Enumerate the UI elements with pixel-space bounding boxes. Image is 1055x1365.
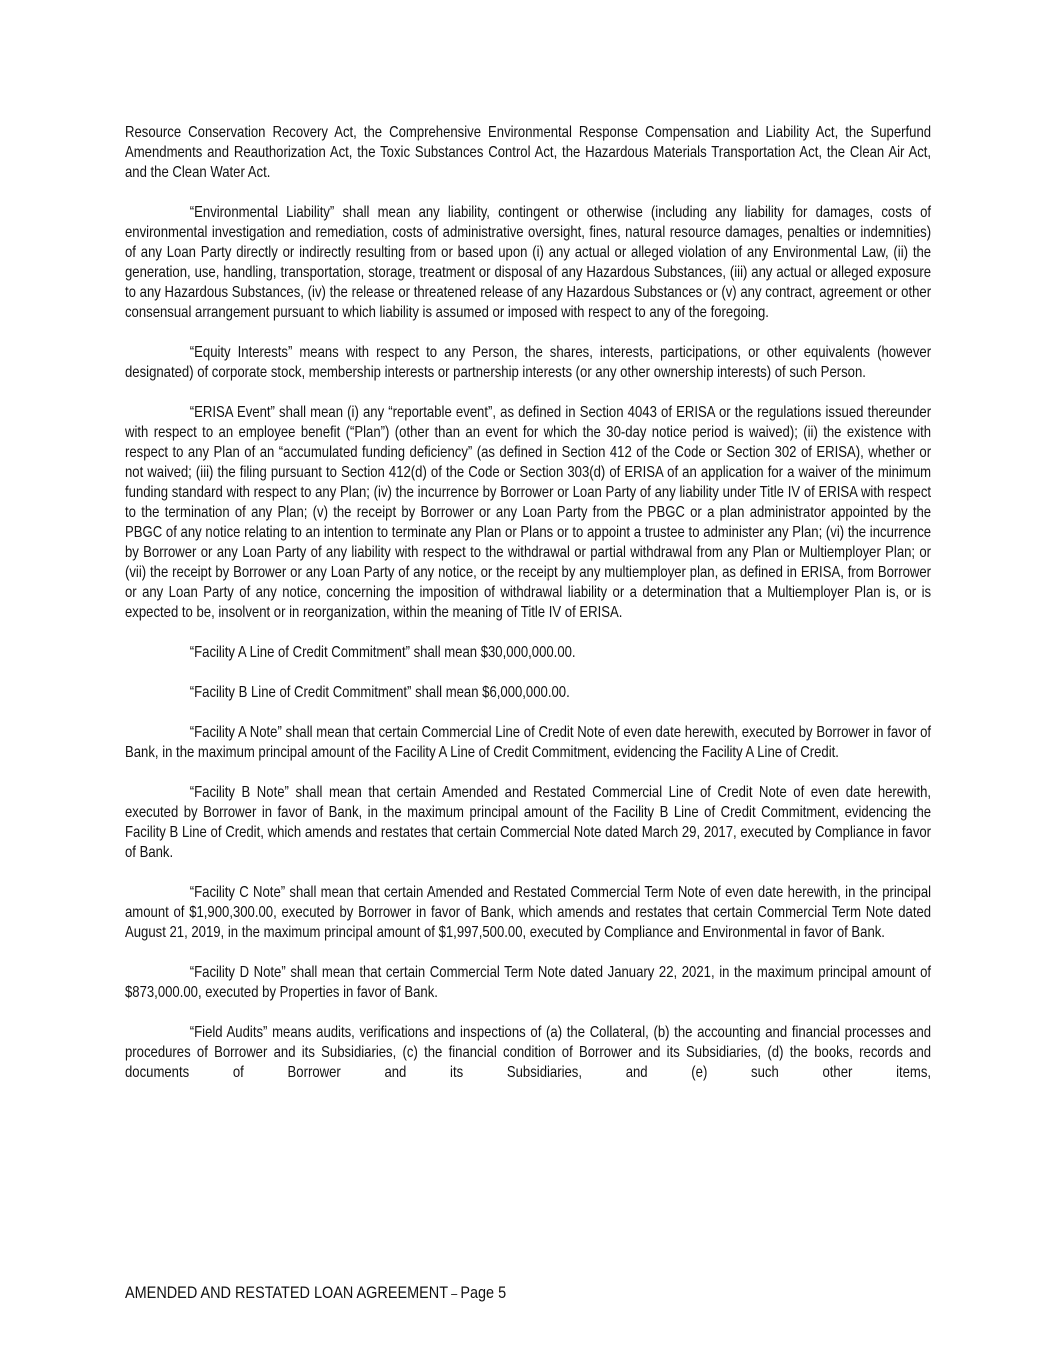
paragraph-text: Resource Conservation Recovery Act, the Comprehensive Environmental Response Compensation and Liability Act, the Superfund Amendments and Reauthorization Act, the Toxic Substances Control Act, the Hazardous Materials Transportation Act, the Clean Air Act, and the Clean Water Act. [125, 124, 932, 181]
definition-facility-b-commitment [125, 683, 931, 703]
defined-term: “Facility B Note” [189, 784, 289, 801]
definition-text: means audits, verifications and inspections of (a) the Collateral, (b) the accounting and financial processes and procedures of Borrower and its Subsidiaries, (c) the financial condition of Borrower and its Subsidiaries, (d) the books, records and documents of Borrower and its Subsidiaries, and (e) such other items, [125, 1024, 932, 1081]
definition-text: shall mean any liability, contingent or otherwise (including any liability for damages, costs of environmental investigation and remediation, costs of administrative oversight, fines, natural resource damages, penalties or indemnities) of any Loan Party directly or indirectly resulting from or based upon (i) any actual or alleged violation of any Environmental Law, (ii) the generation, use, handling, transportation, storage, treatment or disposal of any Hazardous Substances, (iii) any actual or alleged exposure to any Hazardous Substances, (iv) the release or threatened release of any Hazardous Substances or (v) any contract, agreement or other consensual arrangement pursuant to which liability is assumed or imposed with respect to any of the foregoing. [125, 204, 932, 321]
definition-text: shall mean that certain Amended and Restated Commercial Term Note of even date herewith, in the principal amount of $1,900,300.00, executed by Borrower in favor of Bank, which amends and restates that certain Commercial Term Note dated August 21, 2019, in the maximum principal amount of $1,997,500.00, executed by Compliance and Environmental in favor of Bank. [125, 884, 932, 941]
definition-facility-a-note [125, 723, 931, 763]
paragraph-environmental-laws-continued [125, 123, 931, 183]
defined-term: “Equity Interests” [189, 344, 293, 361]
document-body [125, 123, 931, 1103]
definition-text: shall mean (i) any “reportable event”, as defined in Section 4043 of ERISA or the regulations issued thereunder with respect to an employee benefit (“Plan”) (other than an event for which the 30-day notice period is waived); (ii) the existence with respect to any Plan of an “accumulated funding deficiency” (as defined in Section 412 of the Code or Section 302 of ERISA), whether or not waived; (iii) the filing pursuant to Section 412(d) of the Code or Section 303(d) of ERISA of an application for a waiver of the minimum funding standard with respect to any Plan; (iv) the incurrence by Borrower or Loan Party of any liability under Title IV of ERISA with respect to the termination of any Plan; (v) the receipt by Borrower or any Loan Party from the PBGC or a plan administrator appointed by the PBGC of any notice relating to an intention to terminate any Plan or Plans or to appoint a trustee to administer any Plan; (vi) the incurrence by Borrower or any Loan Party of any liability with respect to the withdrawal or partial withdrawal from any Plan or Multiemployer Plan; or (vii) the receipt by Borrower or any Loan Party of any notice, or the receipt by any multiemployer plan, as defined in ERISA, from Borrower or any Loan Party of any notice, concerning the imposition of withdrawal liability or a determination that a Multiemployer Plan is, or is expected to be, insolvent or in reorganization, within the meaning of Title IV of ERISA. [125, 404, 932, 621]
defined-term: “ERISA Event” [189, 404, 275, 421]
defined-term: “Facility D Note” [189, 964, 286, 981]
definition-equity-interests [125, 343, 931, 383]
definition-erisa-event [125, 403, 931, 623]
page-footer [125, 1283, 720, 1304]
defined-term: “Facility C Note” [189, 884, 286, 901]
defined-term: “Environmental Liability” [189, 204, 335, 221]
definition-text: shall mean that certain Amended and Restated Commercial Line of Credit Note of even date herewith, executed by Borrower in favor of Bank, in the maximum principal amount of the Facility B Line of Credit Commitment, evidencing the Facility B Line of Credit, which amends and restates that certain Commercial Note dated March 29, 2017, executed by Compliance in favor of Bank. [125, 784, 932, 861]
definition-facility-c-note [125, 883, 931, 943]
defined-term: “Facility B Line of Credit Commitment” [189, 684, 412, 701]
defined-term: “Facility A Note” [189, 724, 282, 741]
definition-facility-b-note [125, 783, 931, 863]
definition-facility-a-commitment [125, 643, 931, 663]
definition-facility-d-note [125, 963, 931, 1003]
defined-term: “Facility A Line of Credit Commitment” [189, 644, 410, 661]
definition-text: shall mean $30,000,000.00. [409, 644, 576, 661]
definition-text: shall mean that certain Commercial Line of Credit Note of even date herewith, executed by Borrower in favor of Bank, in the maximum principal amount of the Facility A Line of Credit Commitment, evidencing the Facility A Line of Credit. [125, 724, 932, 761]
footer-page-number: Page 5 [460, 1283, 507, 1302]
footer-title: AMENDED AND RESTATED LOAN AGREEMENT [125, 1283, 449, 1302]
defined-term: “Field Audits” [189, 1024, 268, 1041]
definition-field-audits [125, 1023, 931, 1083]
footer-separator: – [448, 1286, 461, 1301]
definition-text: shall mean that certain Commercial Term Note dated January 22, 2021, in the maximum principal amount of $873,000.00, executed by Properties in favor of Bank. [125, 964, 932, 1001]
definition-environmental-liability [125, 203, 931, 323]
definition-text: means with respect to any Person, the shares, interests, participations, or other equivalents (however designated) of corporate stock, membership interests or partnership interests (or any other ownership interests) of such Person. [125, 344, 932, 381]
definition-text: shall mean $6,000,000.00. [411, 684, 570, 701]
